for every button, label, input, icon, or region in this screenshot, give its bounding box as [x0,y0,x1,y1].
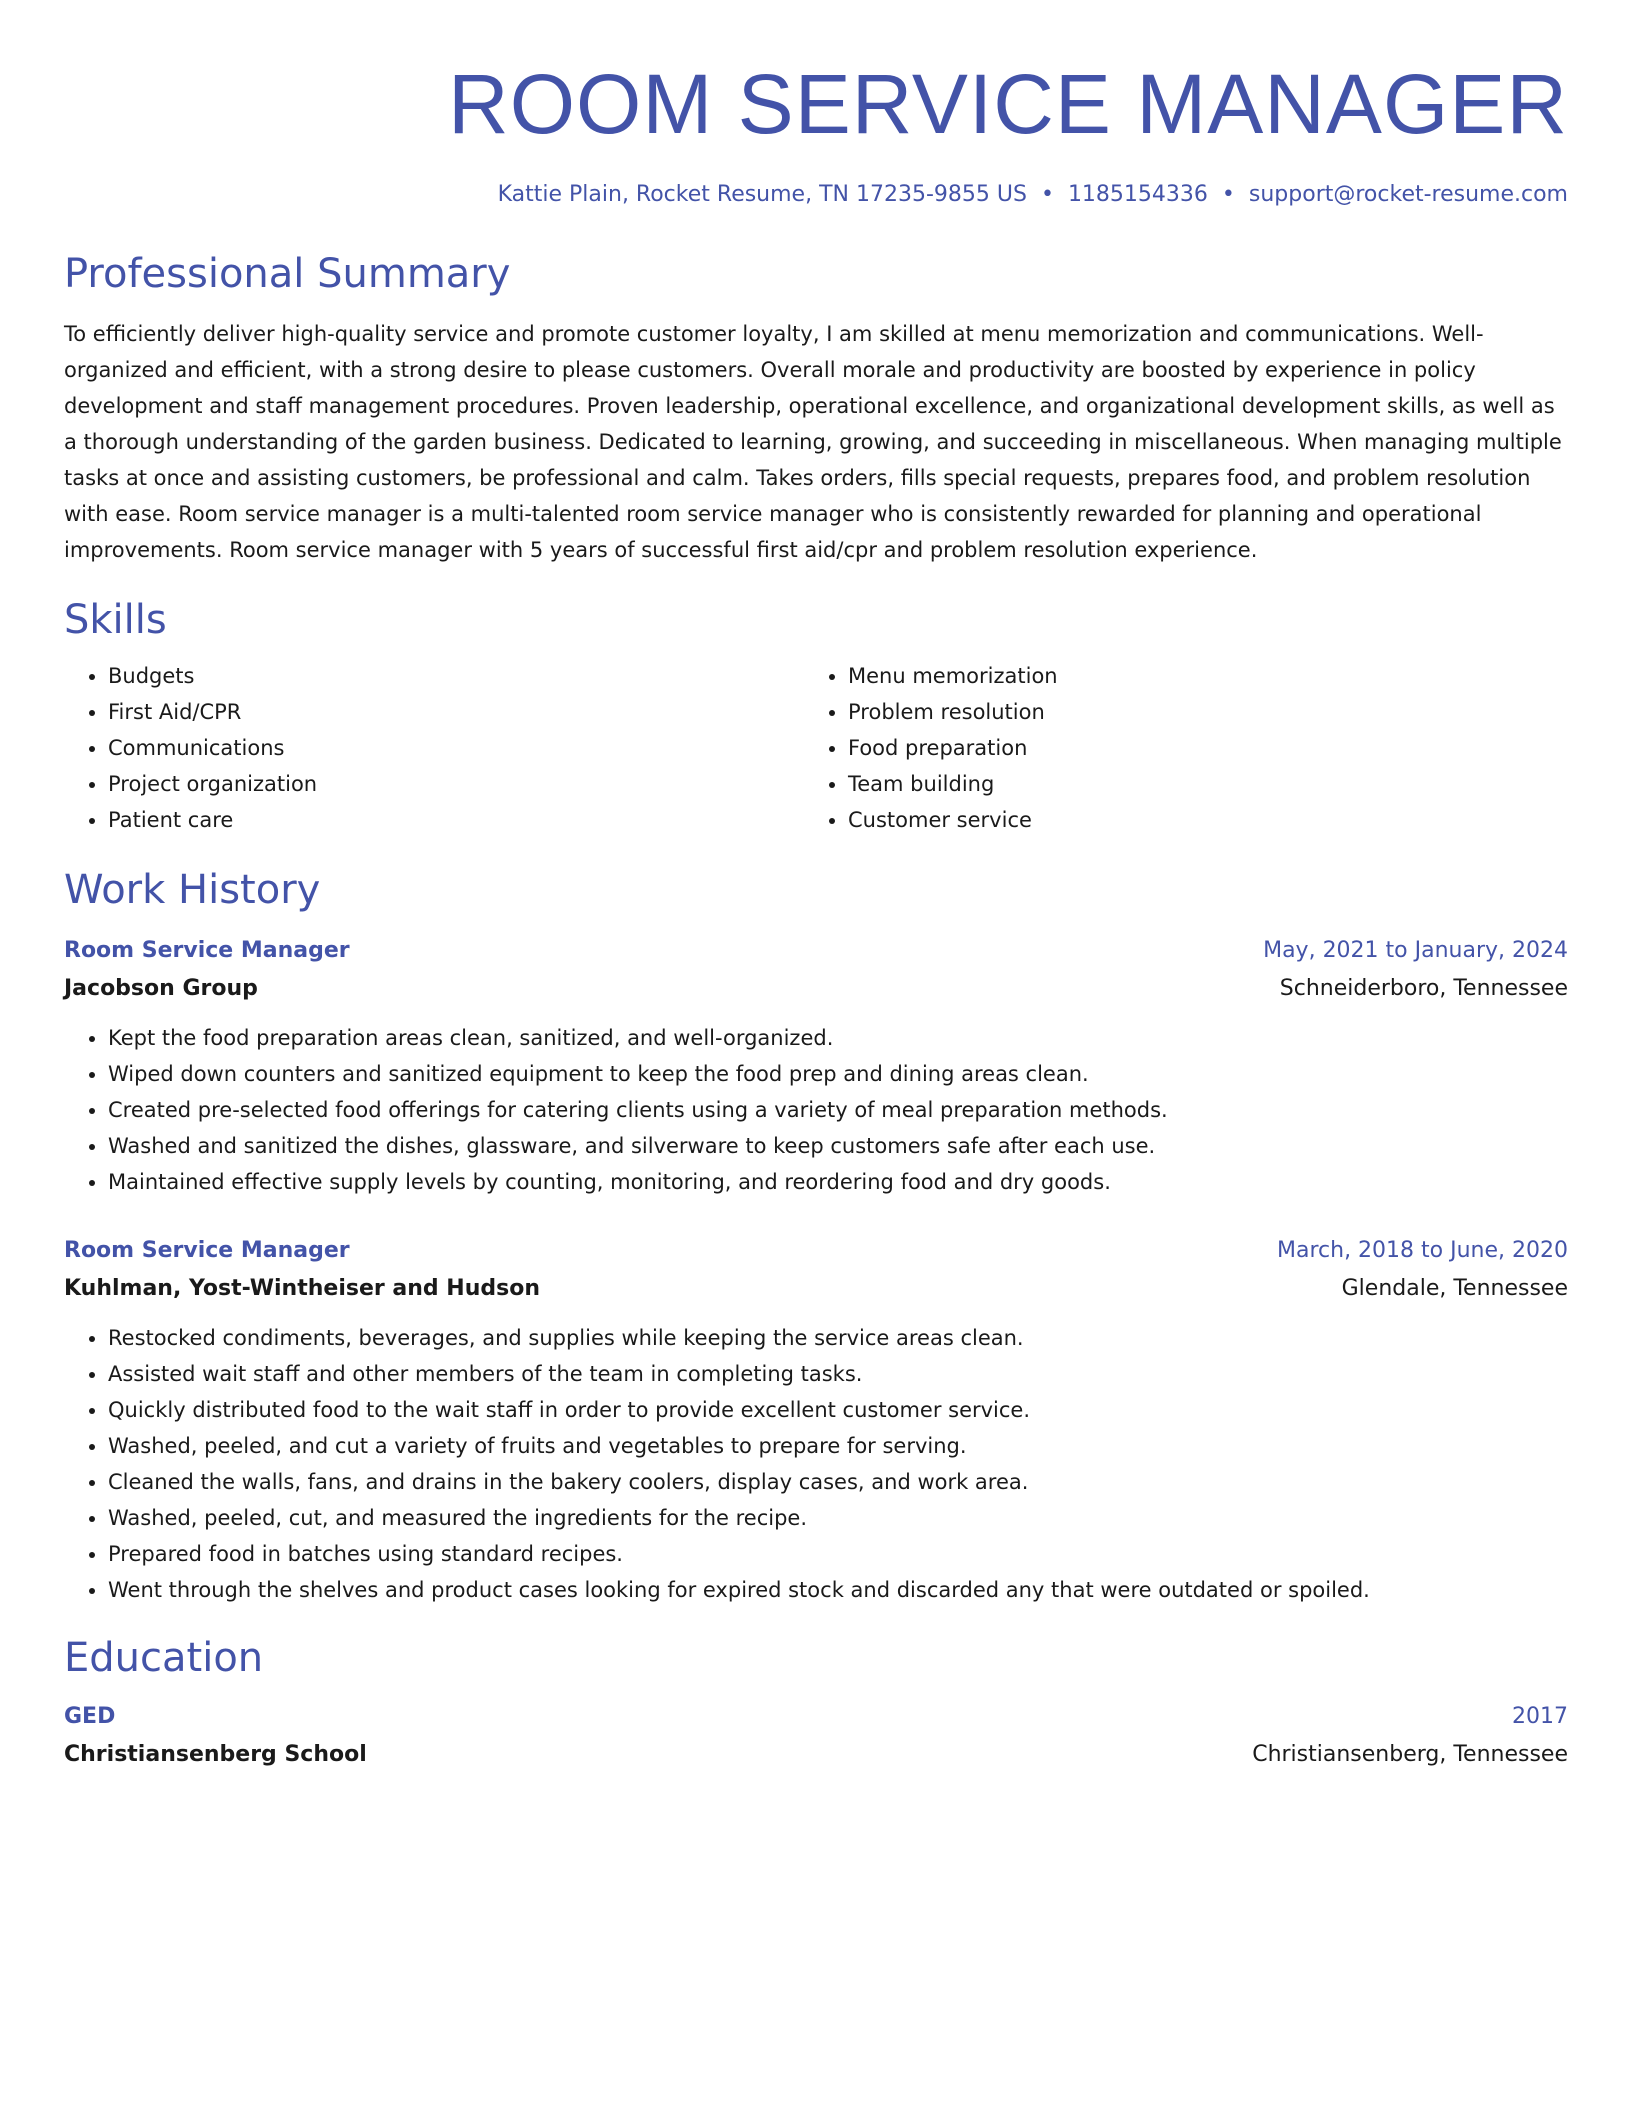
page-title: ROOM SERVICE MANAGER [448,57,1568,151]
skill-item: • Project organization [108,766,804,802]
education-school: Christiansenberg School [64,1742,367,1767]
job-company-row [64,970,1568,1008]
skill-item: • Communications [108,730,804,766]
education-degree: GED [64,1704,116,1729]
skill-item: • Budgets [108,658,804,694]
job-dates: May, 2021 to January, 2024 [1263,938,1568,963]
job-header-row [64,1232,1568,1270]
job-bullets [64,1020,1568,1200]
job-bullet: • Cleaned the walls, fans, and drains in the bakery coolers, display cases, and work area. [108,1464,1568,1500]
summary-section [64,250,1568,568]
job-entry [64,1232,1568,1608]
job-company: Jacobson Group [64,976,258,1001]
section-title-education: Education [64,1635,264,1681]
education-year: 2017 [1512,1704,1568,1729]
contact-separator: • [1221,182,1235,207]
job-company-row [64,1270,1568,1308]
education-location: Christiansenberg, Tennessee [1252,1742,1568,1767]
contact-phone: 1185154336 [1067,182,1208,207]
job-entry [64,932,1568,1200]
job-bullet: • Washed and sanitized the dishes, glassware, and silverware to keep customers safe after each use. [108,1128,1568,1164]
job-location: Schneiderboro, Tennessee [1279,976,1568,1001]
contact-email: support@rocket-resume.com [1248,182,1568,207]
resume-header [64,54,1568,210]
job-dates: March, 2018 to June, 2020 [1277,1238,1568,1263]
skill-item: • Team building [848,766,1564,802]
skills-section [64,596,1568,838]
skill-item: • Customer service [848,802,1564,838]
job-bullet: • Created pre-selected food offerings for catering clients using a variety of meal preparation methods. [108,1092,1568,1128]
skill-item: • Problem resolution [848,694,1564,730]
job-bullet: • Assisted wait staff and other members of the team in completing tasks. [108,1356,1568,1392]
job-bullet: • Wiped down counters and sanitized equipment to keep the food prep and dining areas clean. [108,1056,1568,1092]
job-bullet: • Washed, peeled, and cut a variety of fruits and vegetables to prepare for serving. [108,1428,1568,1464]
job-company: Kuhlman, Yost-Wintheiser and Hudson [64,1276,540,1301]
education-header-row [64,1698,1568,1736]
job-bullet: • Restocked condiments, beverages, and supplies while keeping the service areas clean. [108,1320,1568,1356]
skill-item: • First Aid/CPR [108,694,804,730]
skills-columns [64,658,1568,838]
education-entry [64,1698,1568,1774]
education-school-row [64,1736,1568,1774]
job-location: Glendale, Tennessee [1341,1276,1568,1301]
job-title: Room Service Manager [64,1238,350,1263]
contact-separator: • [1040,182,1054,207]
skill-item: • Patient care [108,802,804,838]
summary-text: To efficiently deliver high-quality service and promote customer loyalty, I am skilled at menu memorization and communications. Well-organized and efficient, with a strong desire to please customers. Overall morale and productivity are boosted by experience in policy development and staff management procedures. Proven leadership, operational excellence, and organizational development skills, as well as a thorough understanding of the garden business. Dedicated to learning, growing, and succeeding in miscellaneous. When managing multiple tasks at once and assisting customers, be professional and calm. Takes orders, fills special requests, prepares food, and problem resolution with ease. Room service manager is a multi-talented room service manager who is consistently rewarded for planning and operational improvements. Room service manager with 5 years of successful first aid/cpr and problem resolution experience. [64,322,1562,562]
job-bullet: • Washed, peeled, cut, and measured the ingredients for the recipe. [108,1500,1568,1536]
job-bullet: • Maintained effective supply levels by counting, monitoring, and reordering food and dry goods. [108,1164,1568,1200]
job-bullet: • Prepared food in batches using standard recipes. [108,1536,1568,1572]
job-bullet: • Kept the food preparation areas clean, sanitized, and well-organized. [108,1020,1568,1056]
skill-item: • Food preparation [848,730,1564,766]
section-title-summary: Professional Summary [64,251,511,297]
contact-address: Kattie Plain, Rocket Resume, TN 17235-9855 US [497,182,1027,207]
job-title: Room Service Manager [64,938,350,963]
section-title-skills: Skills [64,597,167,643]
job-bullet: • Quickly distributed food to the wait staff in order to provide excellent customer service. [108,1392,1568,1428]
work-history-section [64,866,1568,1608]
skills-list-left [64,658,804,838]
skills-list-right [804,658,1564,838]
skill-item: • Menu memorization [848,658,1564,694]
job-bullet: • Went through the shelves and product cases looking for expired stock and discarded any that were outdated or spoiled. [108,1572,1568,1608]
job-bullets [64,1320,1568,1608]
section-title-work-history: Work History [64,867,321,913]
job-header-row [64,932,1568,970]
contact-line [64,180,1568,210]
education-section [64,1634,1568,1774]
